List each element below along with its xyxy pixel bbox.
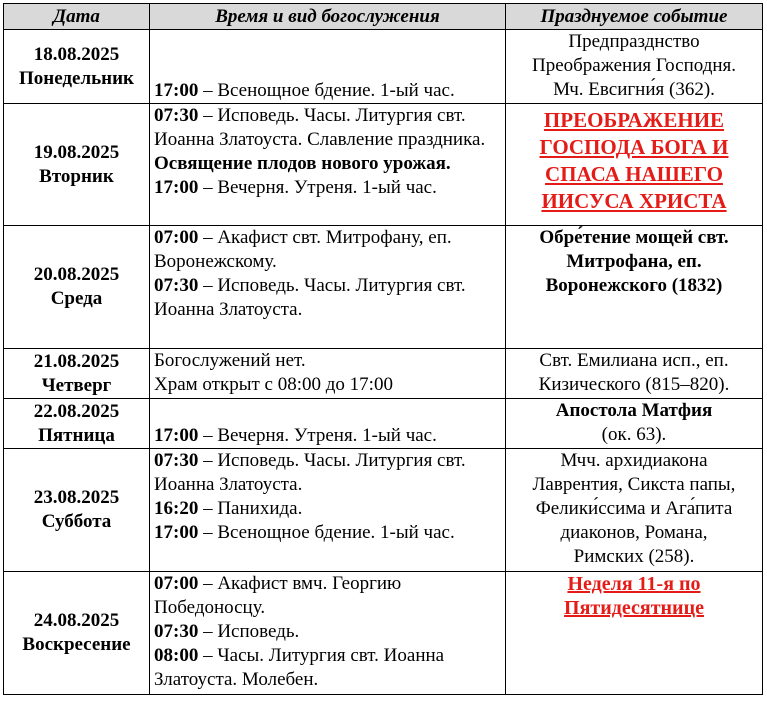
- event-line: (ок. 63).: [601, 424, 667, 445]
- event-line: Кизического (815–820).: [538, 374, 730, 395]
- service-entry: [154, 449, 501, 497]
- service-text: – Акафист свт. Митрофану, еп. Воронежскому.: [154, 227, 452, 272]
- service-time: 17:00: [154, 80, 199, 101]
- service-entry: Храм открыт с 08:00 до 17:00: [154, 374, 393, 395]
- feast-title-line: ГОСПОДА БОГА И: [539, 135, 729, 159]
- event-line: Обре́тение мощей свт.: [539, 227, 729, 248]
- date-cell: [4, 349, 150, 399]
- date-cell: [4, 572, 150, 695]
- event-cell: [506, 226, 763, 349]
- event-cell: [506, 399, 763, 449]
- service-time: 07:30: [154, 621, 199, 642]
- service-time: 16:20: [154, 498, 199, 519]
- service-time: 07:00: [154, 227, 199, 248]
- event-cell: [506, 30, 763, 104]
- service-time: 07:30: [154, 275, 199, 296]
- date-cell: [4, 226, 150, 349]
- service-entry: [154, 521, 501, 545]
- service-entry: [154, 274, 501, 322]
- date-value: 22.08.2025: [33, 400, 120, 422]
- event-line: Воронежского (1832): [545, 275, 723, 296]
- services-cell: [150, 449, 506, 572]
- service-text: – Панихида.: [198, 498, 303, 519]
- service-entry: [154, 176, 501, 200]
- event-line: Лаврентия, Сикста папы,: [532, 474, 736, 495]
- service-text: – Часы. Литургия свт. Иоанна Златоуста. Молебен.: [154, 645, 445, 690]
- service-entry: [154, 497, 501, 521]
- event-line: Митрофана, еп.: [566, 251, 702, 272]
- header-row: [4, 4, 763, 30]
- service-highlight: Освящение плодов нового урожая.: [154, 153, 451, 174]
- event-line: диаконов, Романа,: [560, 522, 708, 543]
- weekday: Вторник: [39, 165, 114, 187]
- date-value: 21.08.2025: [33, 350, 120, 372]
- service-entry: [154, 226, 501, 274]
- event-line: Мч. Евсигни́я (362).: [553, 79, 715, 100]
- event-line: Фелики́ссима и Ага́пита: [535, 498, 733, 519]
- date-value: 19.08.2025: [33, 141, 120, 163]
- event-cell: [506, 572, 763, 695]
- weekday: Воскресение: [22, 634, 131, 655]
- event-cell: [506, 349, 763, 399]
- service-text: – Исповедь. Часы. Литургия свт. Иоанна Златоуста.: [154, 275, 466, 320]
- services-cell: [150, 349, 506, 399]
- date-value: 24.08.2025: [33, 610, 120, 631]
- service-text: – Всенощное бдение. 1-ый час.: [198, 80, 455, 101]
- sunday-title-line: Неделя 11-я по: [567, 573, 701, 595]
- table-row: [4, 572, 763, 695]
- table-row: [4, 104, 763, 226]
- header-service: Время и вид богослужения: [150, 4, 506, 30]
- table-row: [4, 449, 763, 572]
- service-time: 07:30: [154, 105, 199, 126]
- service-entry: [154, 620, 501, 644]
- header-event: Празднуемое событие: [506, 4, 763, 30]
- service-entry: [154, 572, 501, 620]
- date-cell: [4, 104, 150, 226]
- event-line: Свт. Емилиана исп., еп.: [539, 350, 729, 371]
- service-time: 17:00: [154, 177, 199, 198]
- service-text: – Исповедь. Часы. Литургия свт. Иоанна Златоуста.: [154, 450, 466, 495]
- date-value: 23.08.2025: [33, 487, 120, 508]
- services-cell: [150, 399, 506, 449]
- feast-title-line: СПАСА НАШЕГО: [545, 162, 723, 186]
- date-cell: [4, 449, 150, 572]
- table-row: [4, 349, 763, 399]
- service-entry: [154, 644, 501, 692]
- date-value: 18.08.2025: [33, 43, 120, 65]
- service-entry: [154, 79, 501, 103]
- weekday: Пятница: [38, 424, 115, 446]
- date-cell: [4, 30, 150, 104]
- services-cell: [150, 30, 506, 104]
- event-line: Мчч. архидиакона: [560, 450, 708, 471]
- weekday: Среда: [50, 288, 103, 309]
- service-time: 17:00: [154, 425, 199, 446]
- services-cell: [150, 226, 506, 349]
- event-line: Предпразднство: [568, 31, 700, 52]
- event-cell: [506, 104, 763, 226]
- weekday: Суббота: [41, 511, 112, 532]
- service-time: 08:00: [154, 645, 199, 666]
- event-line: Римских (258).: [573, 546, 695, 567]
- service-entry: [154, 104, 501, 176]
- service-entry: Богослужений нет.: [154, 350, 306, 371]
- service-text: – Вечерня. Утреня. 1-ый час.: [198, 425, 437, 446]
- service-time: 07:30: [154, 450, 199, 471]
- service-time: 17:00: [154, 522, 199, 543]
- service-text: – Исповедь.: [198, 621, 300, 642]
- services-cell: [150, 104, 506, 226]
- feast-title-line: ИИСУСА ХРИСТА: [541, 189, 727, 213]
- weekday: Понедельник: [18, 67, 134, 89]
- schedule-table: [3, 3, 763, 695]
- table-row: [4, 399, 763, 449]
- service-time: 07:00: [154, 573, 199, 594]
- service-text: – Вечерня. Утреня. 1-ый час.: [198, 177, 437, 198]
- event-line: Апостола Матфия: [555, 400, 713, 421]
- service-text: – Исповедь. Часы. Литургия свт. Иоанна Златоуста. Славление праздника.: [154, 105, 486, 150]
- event-cell: [506, 449, 763, 572]
- header-date: Дата: [4, 4, 150, 30]
- date-value: 20.08.2025: [33, 264, 120, 285]
- service-entry: [154, 424, 501, 448]
- service-text: – Акафист вмч. Георгию Победоносцу.: [154, 573, 402, 618]
- date-cell: [4, 399, 150, 449]
- table-row: [4, 226, 763, 349]
- services-cell: [150, 572, 506, 695]
- sunday-title-line: Пятидесятнице: [564, 597, 704, 619]
- table-row: [4, 30, 763, 104]
- feast-title-line: ПРЕОБРАЖЕНИЕ: [543, 108, 725, 132]
- event-line: Преображения Господня.: [531, 55, 737, 76]
- weekday: Четверг: [41, 374, 112, 396]
- service-text: – Всенощное бдение. 1-ый час.: [198, 522, 455, 543]
